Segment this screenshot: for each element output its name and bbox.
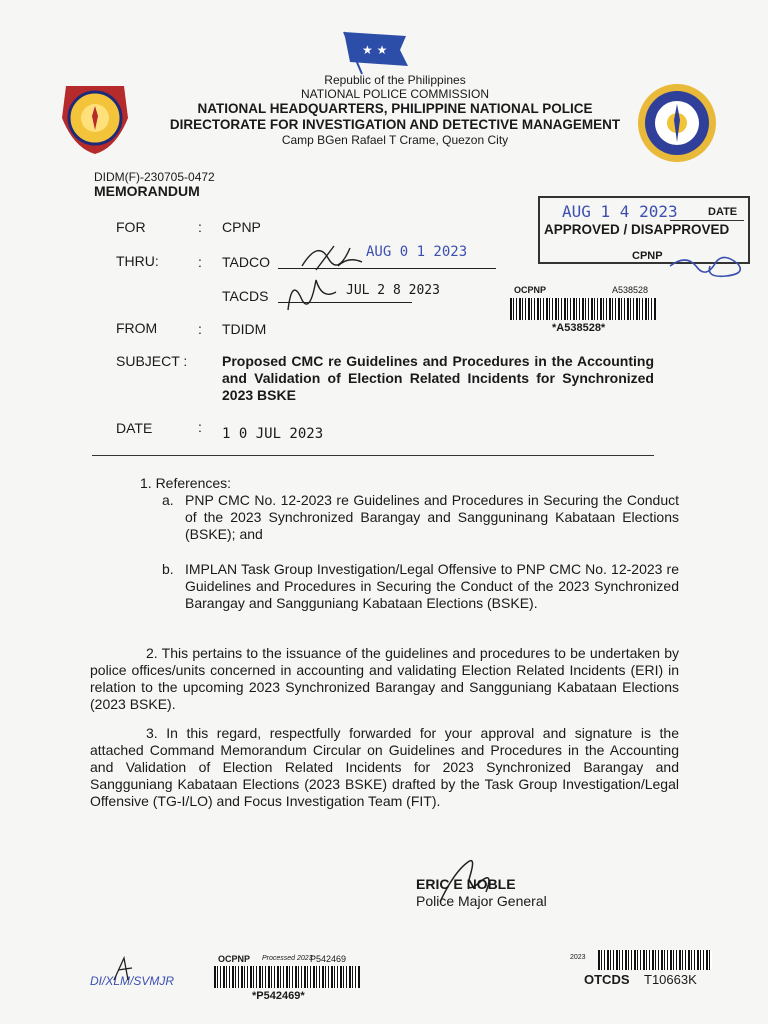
tacds-signature-icon <box>282 270 342 320</box>
initials-signature-icon <box>110 954 140 984</box>
thru-value-tadco: TADCO <box>222 254 270 270</box>
approval-date: AUG 1 4 2023 <box>562 202 678 221</box>
paragraph-1-intro: 1. References: <box>140 475 232 491</box>
otcds-label: OTCDS <box>584 972 630 987</box>
approval-date-label: DATE <box>708 206 738 218</box>
paragraph-1b-marker: b. <box>162 561 174 577</box>
memo-reference: DIDM(F)-230705-0472 <box>94 170 215 184</box>
ocpnp-code-2: P542469 <box>310 954 347 964</box>
svg-text:★ ★: ★ ★ <box>362 43 388 57</box>
ocpnp-label-2: OCPNP <box>218 954 251 964</box>
thru-value-tacds: TACDS <box>222 288 269 304</box>
header-divider <box>92 455 654 456</box>
ocpnp-barcode-text-2: *P542469* <box>252 990 305 1002</box>
date-label: DATE <box>116 420 153 436</box>
tacds-date-stamp: JUL 2 8 2023 <box>346 283 440 298</box>
thru-colon: : <box>198 254 202 270</box>
from-label: FROM <box>116 320 158 336</box>
subject-label: SUBJECT : <box>116 353 188 369</box>
header-line-address: Camp BGen Rafael T Crame, Quezon City <box>281 133 509 147</box>
tadco-date-stamp: AUG 0 1 2023 <box>366 244 468 260</box>
approval-role: CPNP <box>632 250 663 262</box>
flag-icon <box>340 28 412 76</box>
initials-line: DI/XLM/SVMJR <box>90 974 175 988</box>
ocpnp-barcode-text-1: *A538528* <box>552 322 606 334</box>
header-line-nhq: NATIONAL HEADQUARTERS, PHILIPPINE NATIONAL POLICE <box>197 101 593 116</box>
header-line-napolcom: NATIONAL POLICE COMMISSION <box>300 87 490 101</box>
memo-type: MEMORANDUM <box>94 183 200 199</box>
subject-text: Proposed CMC re Guidelines and Procedures in the Accounting and Validation of Election Related Incidents for Synchronized 2023 BSKE <box>222 353 654 403</box>
ocpnp-processed-2: Processed 2023 <box>262 955 313 962</box>
from-value: TDIDM <box>222 321 267 337</box>
paragraph-3: 3. In this regard, respectfully forwarded for your approval and signature is the attached Command Memorandum Circular on Guidelines and Procedures in the Accounting and Validation of Election Related Incidents for 2023 Synchronized Barangay and Sangguniang Kabataan Elections (2023 BSKE) drafted by the Task Group Investigation/Legal Offensive (TG-I/LO) and Focus Investigation Team (FIT). <box>90 725 679 809</box>
signatory-rank: Police Major General <box>416 893 547 909</box>
ocpnp-barcode-2 <box>214 966 360 988</box>
paragraph-1a-marker: a. <box>162 492 174 508</box>
pnp-seal-icon <box>56 78 134 156</box>
for-value: CPNP <box>222 219 261 235</box>
ocpnp-label-1: OCPNP <box>514 285 547 295</box>
from-colon: : <box>198 321 202 337</box>
ocpnp-barcode-1 <box>510 298 656 320</box>
otcds-barcode <box>598 950 712 970</box>
approval-signature-icon <box>666 246 750 286</box>
otcds-code: T10663K <box>644 972 697 987</box>
date-colon: : <box>198 419 202 435</box>
ocpnp-code-1: A538528 <box>612 285 649 295</box>
for-colon: : <box>198 219 202 235</box>
date-value-stamp: 1 0 JUL 2023 <box>222 426 324 442</box>
approval-date-line <box>670 220 744 221</box>
signatory-name: ERIC E NOBLE <box>416 876 516 892</box>
paragraph-1b: IMPLAN Task Group Investigation/Legal Offensive to PNP CMC No. 12-2023 re Guidelines and Procedures in Securing the Conduct of the 2023 Synchronized Barangay and Sangguniang Kabataan Elections (BSKE). <box>185 561 679 611</box>
thru-label: THRU: <box>116 253 159 269</box>
header-line-republic: Republic of the Philippines <box>324 73 466 87</box>
approval-text: APPROVED / DISAPPROVED <box>544 222 730 237</box>
paragraph-1a: PNP CMC No. 12-2023 re Guidelines and Procedures in Securing the Conduct of the 2023 Synchronized Barangay and Sangguninang Kabataan Elections (BSKE); and <box>185 492 679 542</box>
paragraph-2: 2. This pertains to the issuance of the guidelines and procedures to be undertaken by police offices/units concerned in accounting and validating Election Related Incidents (ERI) in relation to the upcoming 2023 Synchronized Barangay and Sangguniang Kabataan Elections (2023 BSKE). <box>90 645 679 712</box>
for-label: FOR <box>116 219 146 235</box>
header-line-directorate: DIRECTORATE FOR INVESTIGATION AND DETECTIVE MANAGEMENT <box>169 117 621 132</box>
otcds-year: 2023 <box>570 954 586 961</box>
